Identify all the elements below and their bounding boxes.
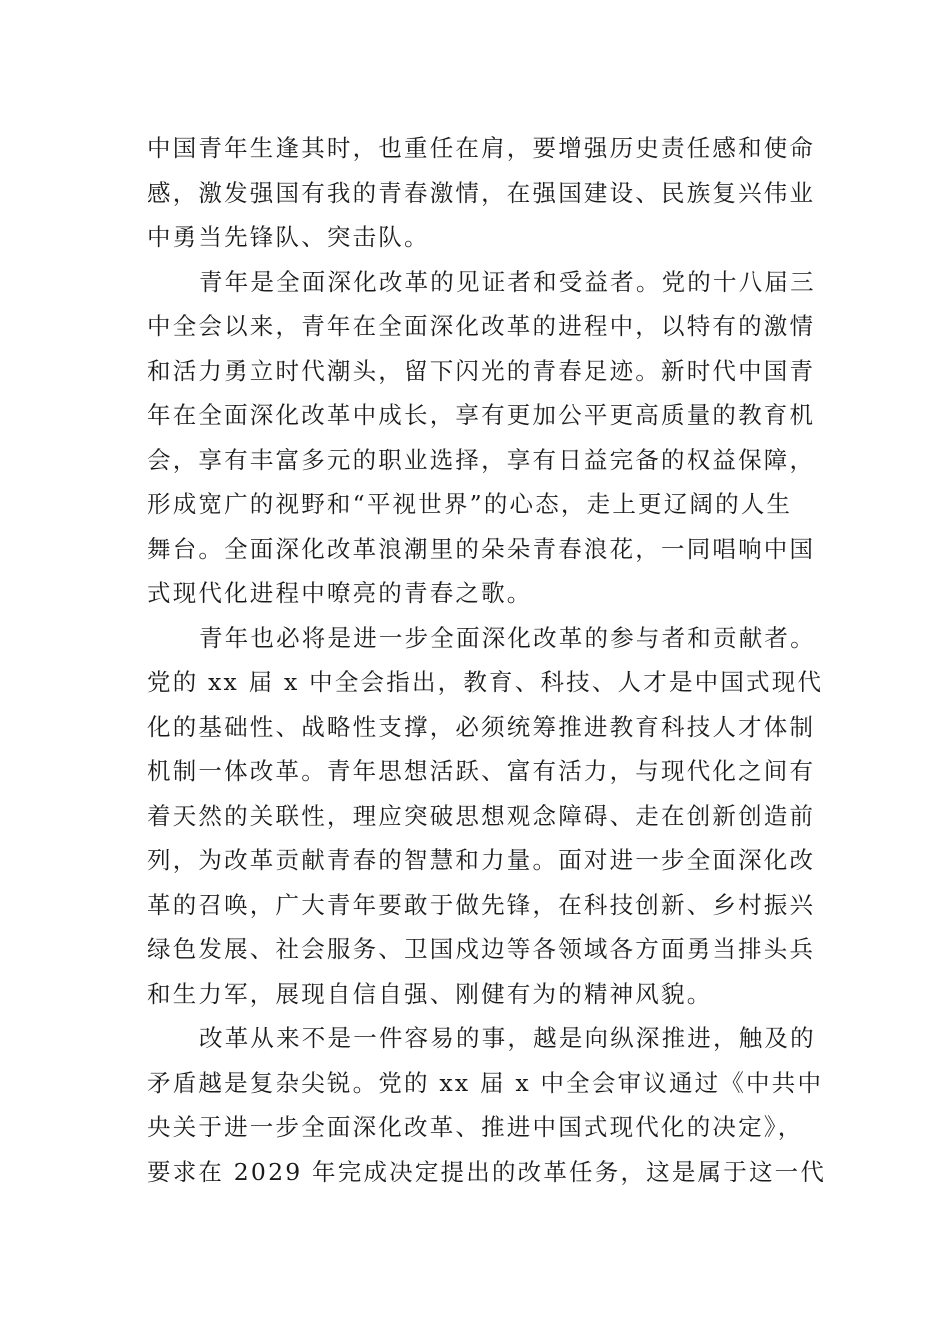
paragraph-4-line-1: 改革从来不是一件容易的事，越是向纵深推进，触及的 xyxy=(199,1024,816,1052)
paragraph-3-line-6: 列，为改革贡献青春的智慧和力量。面对进一步全面深化改 xyxy=(147,846,816,874)
paragraph-2-line-2: 中全会以来，青年在全面深化改革的进程中，以特有的激情 xyxy=(147,312,816,340)
paragraph-2-line-7: 舞台。全面深化改革浪潮里的朵朵青春浪花，一同唱响中国 xyxy=(147,534,816,563)
paragraph-3-line-4: 机制一体改革。青年思想活跃、富有活力，与现代化之间有 xyxy=(147,757,816,785)
document-body xyxy=(147,126,827,1194)
paragraph-1-line-1: 中国青年生逢其时，也重任在肩，要增强历史责任感和使命 xyxy=(147,134,816,162)
paragraph-3-line-7: 革的召唤，广大青年要敢于做先锋，在科技创新、乡村振兴 xyxy=(147,890,816,919)
paragraph-3-line-2: 党的 xx 届 x 中全会指出，教育、科技、人才是中国式现代 xyxy=(147,668,824,696)
paragraph-2-line-6: 形成宽广的视野和“平视世界”的心态，走上更辽阔的人生 xyxy=(147,490,793,518)
paragraph-1-line-2: 感，激发强国有我的青春激情，在强国建设、民族复兴伟业 xyxy=(147,178,816,207)
paragraph-3-line-3: 化的基础性、战略性支撑，必须统筹推进教育科技人才体制 xyxy=(147,712,816,741)
paragraph-2-line-4: 年在全面深化改革中成长，享有更加公平更高质量的教育机 xyxy=(147,401,816,429)
paragraph-3-line-5: 着天然的关联性，理应突破思想观念障碍、走在创新创造前 xyxy=(147,801,816,830)
paragraph-2-line-8: 式现代化进程中嘹亮的青春之歌。 xyxy=(147,579,533,607)
paragraph-4-line-3: 央关于进一步全面深化改革、推进中国式现代化的决定》， xyxy=(147,1113,804,1141)
paragraph-4-line-2: 矛盾越是复杂尖锐。党的 xx 届 x 中全会审议通过《中共中 xyxy=(147,1068,824,1097)
paragraph-3-line-1: 青年也必将是进一步全面深化改革的参与者和贡献者。 xyxy=(199,623,816,652)
paragraph-3-line-8: 绿色发展、社会服务、卫国戍边等各领域各方面勇当排头兵 xyxy=(147,935,816,963)
paragraph-2-line-5: 会，享有丰富多元的职业选择，享有日益完备的权益保障， xyxy=(147,445,816,474)
paragraph-2-line-1: 青年是全面深化改革的见证者和受益者。党的十八届三 xyxy=(199,267,816,296)
paragraph-1-line-3: 中勇当先锋队、突击队。 xyxy=(147,223,430,251)
paragraph-3-line-9: 和生力军，展现自信自强、刚健有为的精神风貌。 xyxy=(147,979,713,1008)
paragraph-4-line-4: 要求在 2029 年完成决定提出的改革任务，这是属于这一代 xyxy=(147,1157,827,1186)
paragraph-2-line-3: 和活力勇立时代潮头，留下闪光的青春足迹。新时代中国青 xyxy=(147,356,816,385)
